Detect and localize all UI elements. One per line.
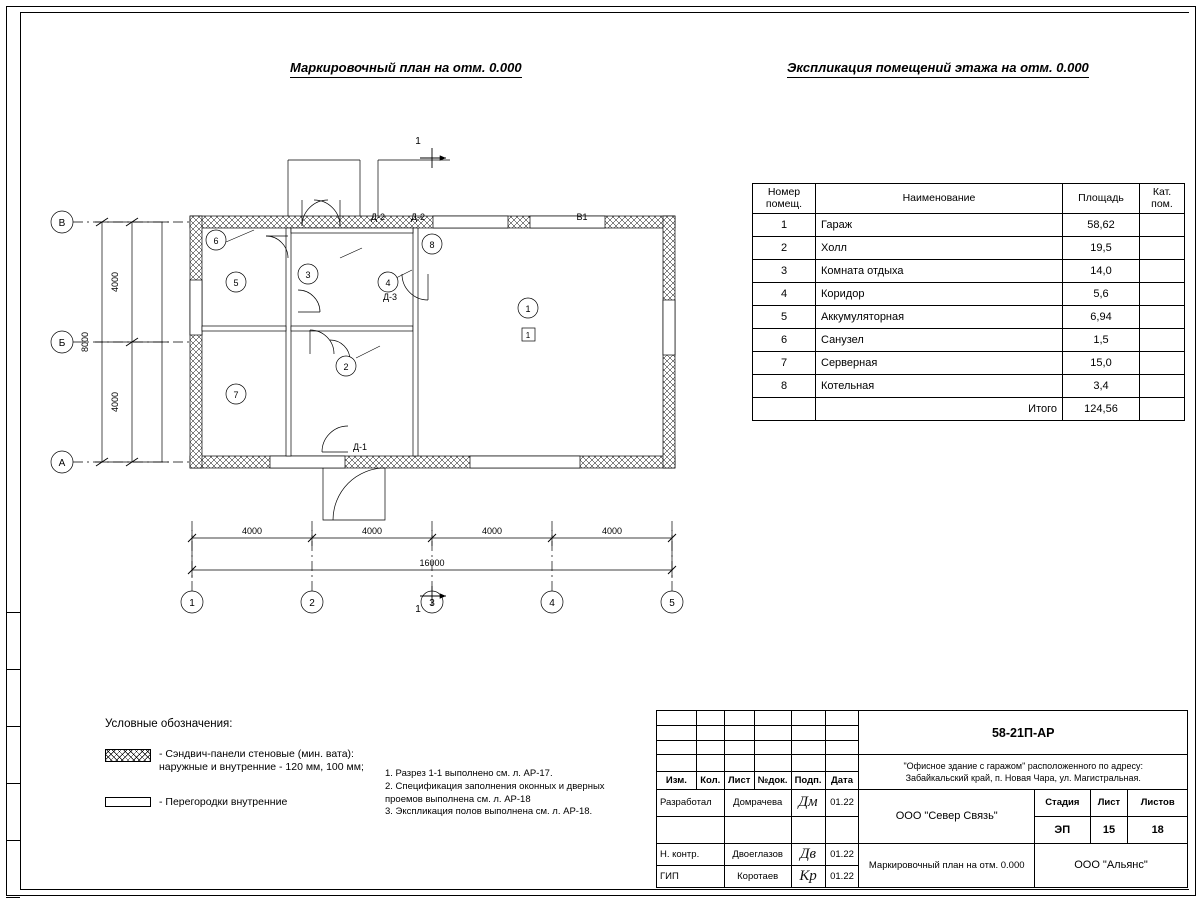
sheet-title: Маркировочный план на отм. 0.000: [859, 843, 1035, 887]
room-name: Санузел: [816, 329, 1063, 352]
floor-plan-drawing: [40, 130, 740, 650]
table-row: [753, 283, 1185, 306]
header-category: Кат. пом.: [1140, 184, 1185, 214]
table-row: [753, 375, 1185, 398]
window-label: В1: [576, 212, 588, 222]
room-tag: 5: [233, 278, 239, 288]
title-block: [656, 710, 1188, 888]
room-number: 8: [753, 375, 816, 398]
axis-label-h: 3: [429, 598, 435, 609]
stamp-grid-cell: [754, 711, 791, 726]
explication-title: Экспликация помещений этажа на отм. 0.000: [787, 60, 1089, 75]
table-total-row: [753, 398, 1185, 421]
room-category: [1140, 352, 1185, 375]
object-line-2: Забайкальский край, п. Новая Чара, ул. Магистральная.: [905, 772, 1141, 783]
room-category: [1140, 329, 1185, 352]
table-row: [753, 329, 1185, 352]
total-empty: [753, 398, 816, 421]
room-category: [1140, 260, 1185, 283]
stamp-empty-cell: [791, 816, 825, 843]
dim-bottom: 4000: [481, 526, 503, 536]
col-header-kol: Кол.: [696, 772, 724, 789]
stamp-grid-cell: [696, 711, 724, 726]
header-area: Площадь: [1063, 184, 1140, 214]
room-name: Серверная: [816, 352, 1063, 375]
room-category: [1140, 237, 1185, 260]
signature-gip: Кр: [791, 865, 825, 887]
stamp-grid-cell: [724, 711, 754, 726]
room-category: [1140, 214, 1185, 237]
stamp-grid-cell: [696, 725, 724, 740]
col-header-ndok: №док.: [754, 772, 791, 789]
section-label-top: 1: [415, 136, 421, 147]
room-name: Комната отдыха: [816, 260, 1063, 283]
room-area: 58,62: [1063, 214, 1140, 237]
stamp-grid-cell: [657, 725, 697, 740]
room-tag: 8: [429, 240, 435, 250]
table-row: [753, 352, 1185, 375]
stamp-grid-cell: [657, 755, 697, 772]
lists-label: Листов: [1128, 789, 1188, 816]
left-strip-cell: [6, 841, 20, 898]
dim-left: 4000: [110, 271, 120, 293]
table-row: [753, 306, 1185, 329]
room-area: 1,5: [1063, 329, 1140, 352]
axis-label-v: Б: [58, 338, 66, 349]
legend-item1-line1: - Сэндвич-панели стеновые (мин. вата):: [159, 748, 354, 760]
stamp-grid-cell: [724, 740, 754, 755]
table-header-row: [753, 184, 1185, 214]
stamp-grid-cell: [754, 755, 791, 772]
organization-name: ООО "Альянс": [1034, 843, 1187, 887]
axis-label-h: 2: [309, 598, 315, 609]
note-line: 3. Экспликация полов выполнена см. л. АР-18.: [385, 806, 593, 818]
room-number: 6: [753, 329, 816, 352]
room-number: 1: [753, 214, 816, 237]
room-area: 15,0: [1063, 352, 1140, 375]
note-line: 2. Спецификация заполнения оконных и дверных: [385, 780, 605, 792]
total-area: 124,56: [1063, 398, 1140, 421]
axis-label-h: 4: [549, 598, 555, 609]
room-number: 3: [753, 260, 816, 283]
stamp-grid-cell: [825, 740, 859, 755]
dim-left: 4000: [110, 391, 120, 413]
left-strip-cell: [6, 784, 20, 841]
axis-label-v: А: [58, 458, 66, 469]
stamp-grid-cell: [791, 740, 825, 755]
plan-title: Маркировочный план на отм. 0.000: [290, 60, 522, 75]
stamp-grid-cell: [791, 725, 825, 740]
header-number: Номер помещ.: [753, 184, 816, 214]
floor-mark: 1: [525, 331, 531, 340]
list-value: 15: [1090, 816, 1128, 843]
room-area: 3,4: [1063, 375, 1140, 398]
stamp-empty-cell: [825, 816, 859, 843]
room-category: [1140, 283, 1185, 306]
legend-heading: Условные обозначения:: [105, 718, 233, 730]
note-line: 1. Разрез 1-1 выполнено см. л. АР-17.: [385, 768, 553, 779]
stamp-grid-cell: [825, 755, 859, 772]
line-swatch-icon: [105, 797, 151, 807]
dim-bottom: 4000: [361, 526, 383, 536]
list-label: Лист: [1090, 789, 1128, 816]
signature-nkontr: Дв: [791, 843, 825, 865]
stamp-grid-cell: [791, 711, 825, 726]
stamp-grid-cell: [791, 755, 825, 772]
stamp-grid-cell: [825, 725, 859, 740]
legend-item-partition: [105, 796, 364, 809]
axis-label-v: В: [58, 218, 66, 229]
dim-left-total: 8000: [80, 331, 90, 353]
role-razrabotal: Разработал: [657, 789, 725, 816]
role-gip: ГИП: [657, 865, 725, 887]
col-header-list: Лист: [724, 772, 754, 789]
room-name: Котельная: [816, 375, 1063, 398]
room-name: Коридор: [816, 283, 1063, 306]
name-nkontr: Двоеглазов: [724, 843, 791, 865]
left-margin-strip: [6, 612, 20, 895]
dim-bottom-total: 16000: [419, 558, 445, 568]
total-category: [1140, 398, 1185, 421]
table-row: [753, 260, 1185, 283]
stamp-grid-cell: [657, 740, 697, 755]
room-name: Гараж: [816, 214, 1063, 237]
stage-label: Стадия: [1034, 789, 1090, 816]
legend-item2: - Перегородки внутренние: [159, 796, 288, 809]
lists-value: 18: [1128, 816, 1188, 843]
table-row: [753, 214, 1185, 237]
role-nkontr: Н. контр.: [657, 843, 725, 865]
date-razrabotal: 01.22: [825, 789, 859, 816]
axis-label-h: 5: [669, 598, 675, 609]
room-name: Аккумуляторная: [816, 306, 1063, 329]
stamp-grid-cell: [754, 740, 791, 755]
name-razrabotal: Домрачева: [724, 789, 791, 816]
col-header-podp: Подп.: [791, 772, 825, 789]
room-area: 6,94: [1063, 306, 1140, 329]
dim-bottom: 4000: [601, 526, 623, 536]
room-tag: 4: [385, 278, 391, 288]
col-header-izm: Изм.: [657, 772, 697, 789]
room-number: 5: [753, 306, 816, 329]
door-label: Д-3: [382, 292, 398, 302]
object-line-1: "Офисное здание с гаражом" расположенного по адресу:: [903, 760, 1143, 771]
left-strip-cell: [6, 727, 20, 784]
object-description: [859, 755, 1188, 789]
dim-bottom: 4000: [241, 526, 263, 536]
room-category: [1140, 306, 1185, 329]
door-label: Д-2: [370, 212, 385, 222]
project-code: 58-21П-АР: [859, 711, 1188, 755]
header-name: Наименование: [816, 184, 1063, 214]
room-tag: 1: [525, 304, 531, 314]
legend-block: [105, 718, 364, 831]
room-number: 4: [753, 283, 816, 306]
left-strip-cell: [6, 670, 20, 727]
room-area: 14,0: [1063, 260, 1140, 283]
room-tag: 6: [213, 236, 219, 246]
room-number: 7: [753, 352, 816, 375]
name-gip: Коротаев: [724, 865, 791, 887]
stamp-grid-cell: [696, 755, 724, 772]
total-label: Итого: [816, 398, 1063, 421]
stamp-grid-cell: [657, 711, 697, 726]
room-area: 19,5: [1063, 237, 1140, 260]
left-strip-cell: [6, 613, 20, 670]
stamp-grid-cell: [724, 755, 754, 772]
legend-item1-line2: наружные и внутренние - 120 мм, 100 мм;: [159, 761, 364, 774]
company-name: ООО "Север Связь": [859, 789, 1035, 843]
room-tag: 2: [343, 362, 349, 372]
door-label: Д-1: [352, 442, 368, 452]
room-tag: 7: [233, 390, 239, 400]
section-label-bottom: 1: [415, 604, 421, 615]
date-gip: 01.22: [825, 865, 859, 887]
note-line: проемов выполнена см. л. АР-18: [385, 793, 531, 805]
stamp-grid-cell: [825, 711, 859, 726]
hatch-swatch-icon: [105, 749, 151, 762]
date-nkontr: 01.22: [825, 843, 859, 865]
room-name: Холл: [816, 237, 1063, 260]
legend-item-sandwich: [105, 748, 364, 774]
col-header-data: Дата: [825, 772, 859, 789]
room-category: [1140, 375, 1185, 398]
axis-label-h: 1: [189, 598, 195, 609]
notes-block: [385, 768, 605, 819]
stamp-empty-cell: [724, 816, 791, 843]
room-tag: 3: [305, 270, 311, 280]
room-number: 2: [753, 237, 816, 260]
stamp-grid-cell: [754, 725, 791, 740]
table-row: [753, 237, 1185, 260]
stamp-empty-cell: [657, 816, 725, 843]
stamp-grid-cell: [696, 740, 724, 755]
explication-table: [752, 183, 1185, 421]
signature-razrabotal: Дм: [791, 789, 825, 816]
stage-value: ЭП: [1034, 816, 1090, 843]
room-area: 5,6: [1063, 283, 1140, 306]
stamp-grid-cell: [724, 725, 754, 740]
door-label: Д-2: [410, 212, 425, 222]
